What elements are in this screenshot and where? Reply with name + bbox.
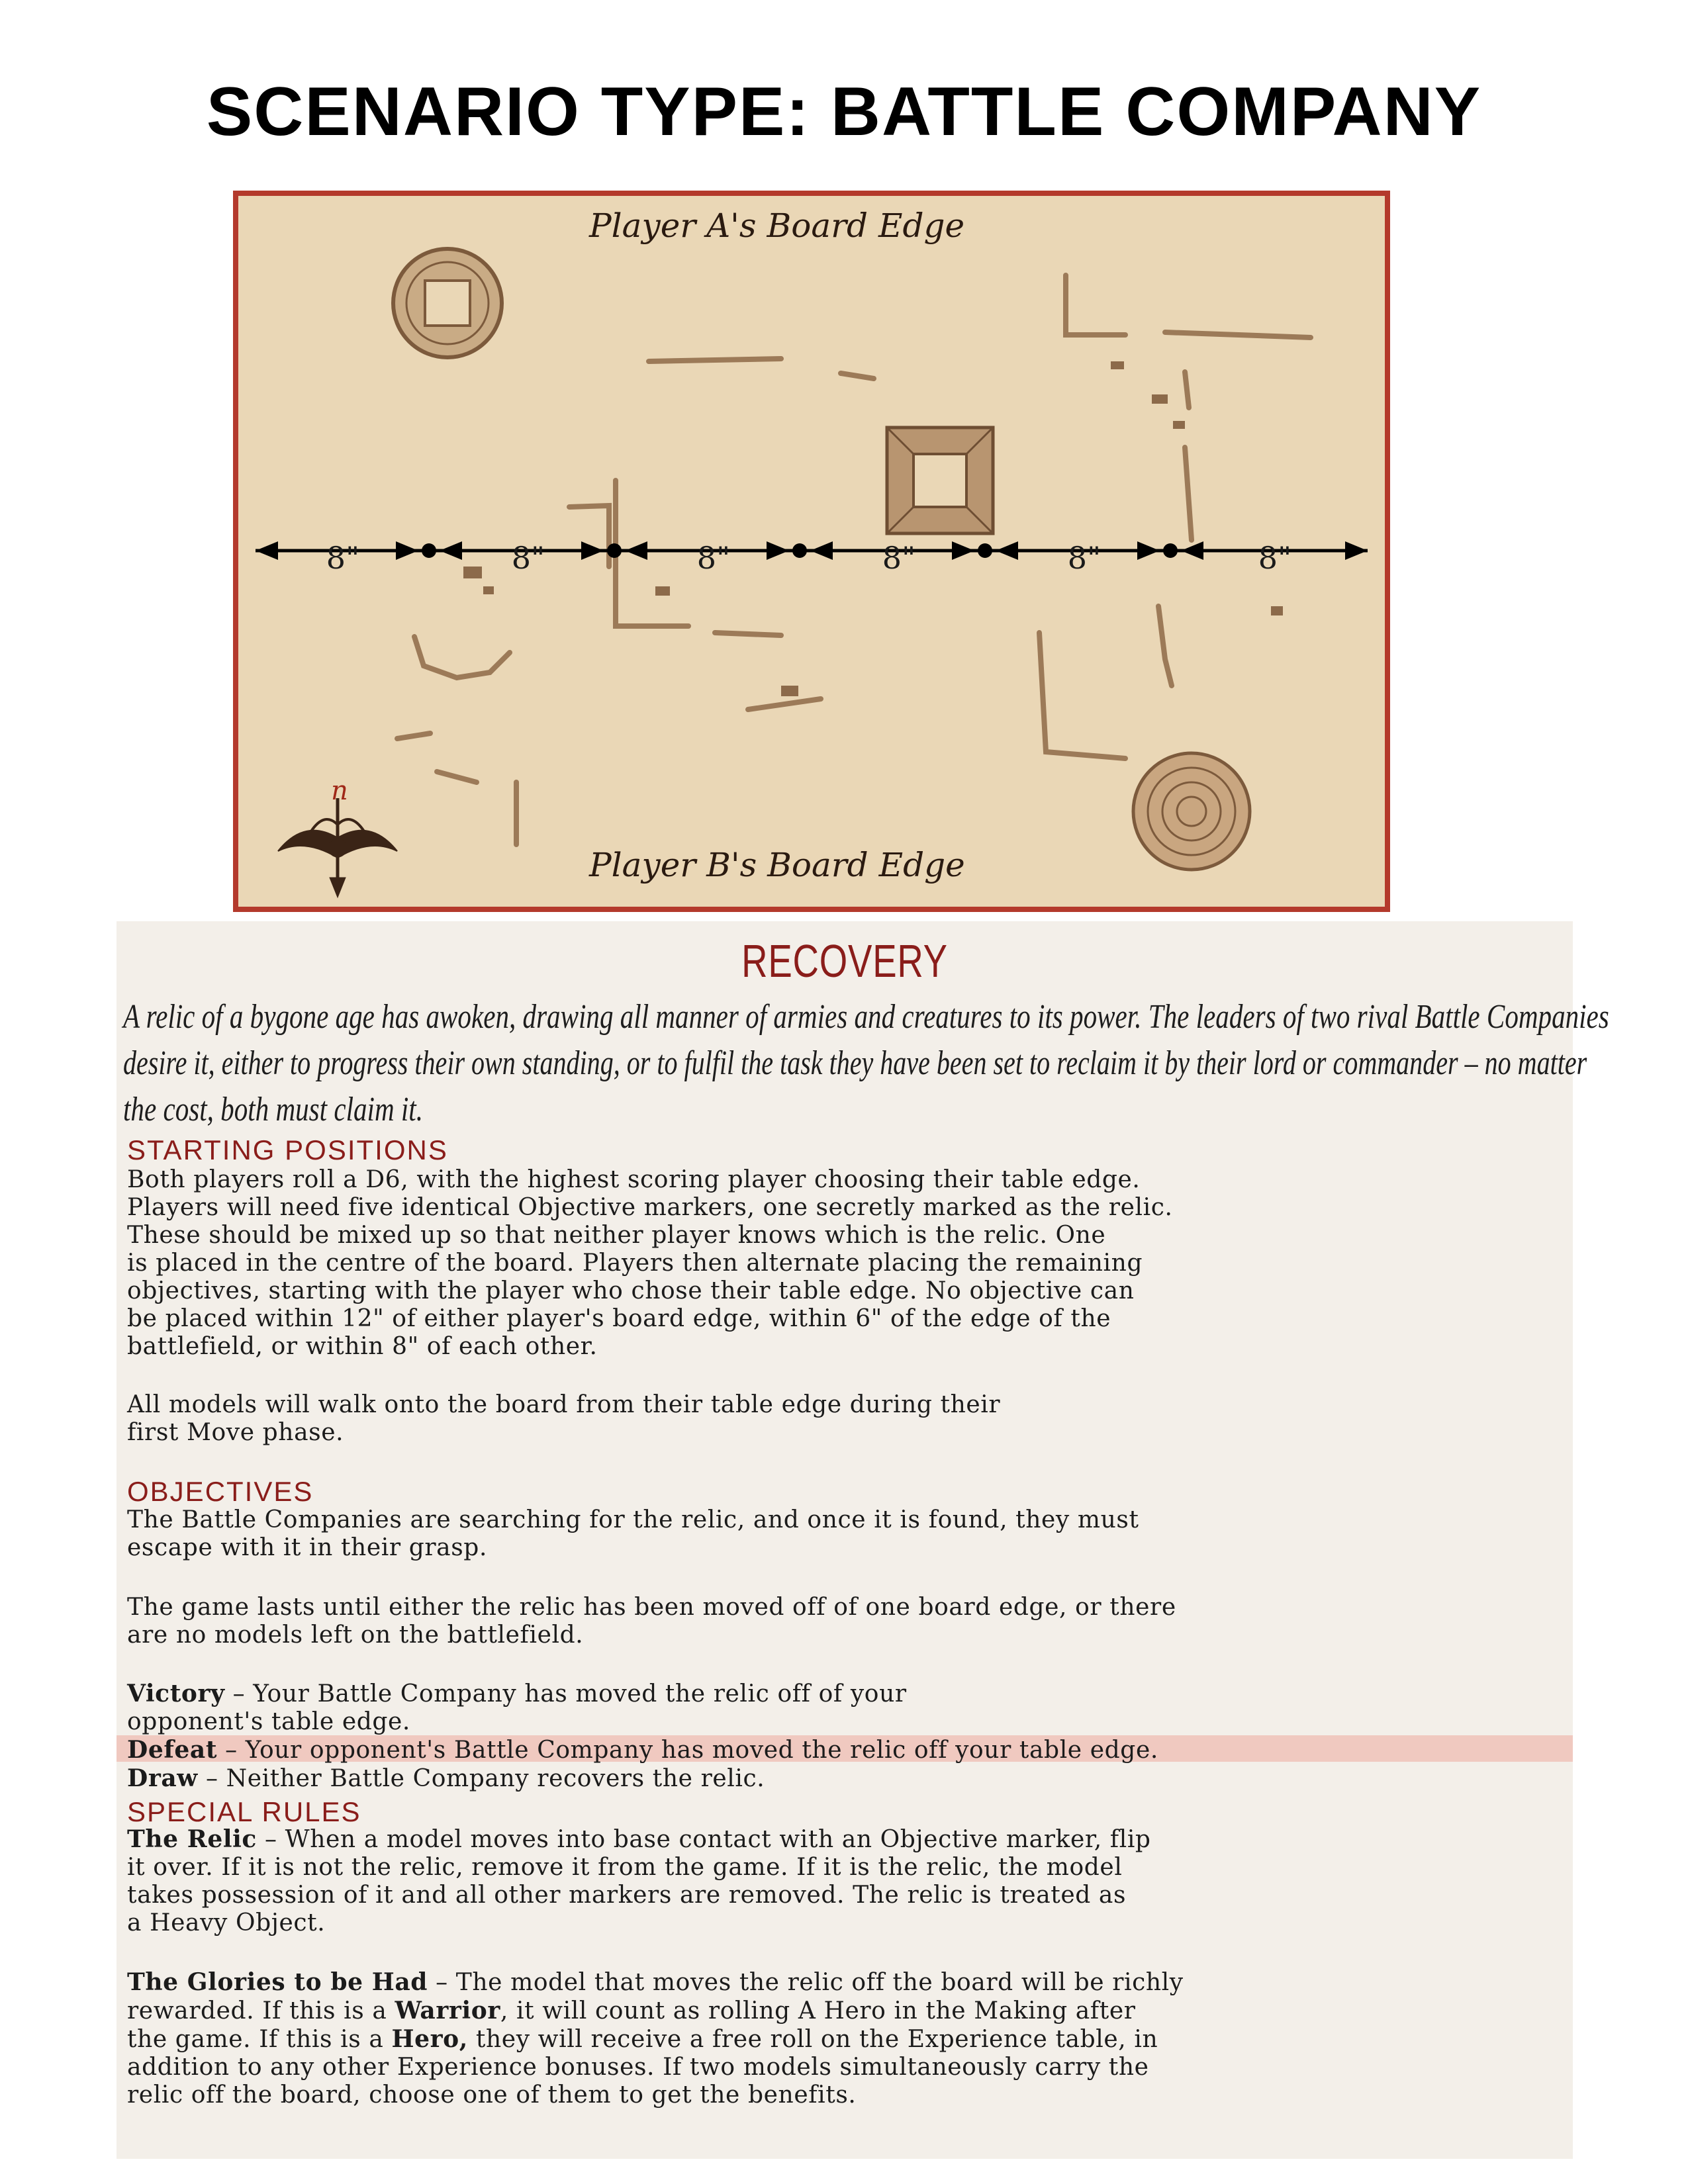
starting-positions-heading: STARTING POSITIONS [127, 1134, 448, 1165]
draw-line [127, 1764, 1557, 1793]
defeat-line [127, 1736, 1557, 1764]
scenario-title: RECOVERY [741, 935, 948, 987]
special-rules-heading: SPECIAL RULES [127, 1796, 361, 1827]
glories-text: – The model that moves the relic off the board will be richly [428, 1969, 1184, 1996]
map-terrain [238, 196, 1385, 907]
text-line: be placed within 12" of either player's board edge, within 6" of the edge of the [127, 1305, 1111, 1332]
text-line: relic off the board, choose one of them to get the benefits. [127, 2081, 857, 2109]
compass-rose-icon [278, 798, 397, 897]
scenario-map [233, 191, 1390, 912]
distance-label: 8" [1258, 540, 1292, 576]
text-line: objectives, starting with the player who chose their table edge. No objective can [127, 1277, 1135, 1304]
objectives-paragraph [127, 1506, 1557, 1562]
text-line: The game lasts until either the relic has been moved off of one board edge, or there [127, 1594, 1176, 1621]
intro-line: A relic of a bygone age has awoken, drawing all manner of armies and creatures to its power. The leaders of two rival Battle Companies [123, 998, 1609, 1036]
relic-term: The Relic [127, 1825, 257, 1853]
victory-line [127, 1680, 1557, 1708]
relic-rule-line [127, 1825, 1557, 1854]
rubble-marks [463, 361, 1283, 696]
text-line: escape with it in their grasp. [127, 1534, 487, 1561]
objectives-heading: OBJECTIVES [127, 1476, 314, 1507]
text-fragment: , it will count as rolling A Hero in the Making after [500, 1997, 1136, 2025]
victory-term: Victory [127, 1680, 225, 1707]
text-line: is placed in the centre of the board. Players then alternate placing the remaining [127, 1250, 1143, 1277]
text-line: are no models left on the battlefield. [127, 1621, 584, 1649]
player-b-edge-label: Player B's Board Edge [589, 846, 965, 884]
text-line: battlefield, or within 8" of each other. [127, 1333, 598, 1360]
stone-circle-icon [1133, 753, 1250, 870]
draw-term: Draw [127, 1764, 198, 1792]
warrior-term: Warrior [395, 1997, 500, 2025]
victory-conditions [127, 1680, 1557, 1793]
glories-term: The Glories to be Had [127, 1968, 428, 1996]
page-title: SCENARIO TYPE: BATTLE COMPANY [206, 73, 1482, 150]
scenario-intro [123, 994, 1609, 1133]
glories-rule [127, 1968, 1557, 2109]
text-line: takes possession of it and all other markers are removed. The relic is treated as [127, 1882, 1127, 1909]
victory-line-2: opponent's table edge. [127, 1708, 410, 1735]
distance-label: 8" [326, 540, 360, 576]
text-line: addition to any other Experience bonuses. If two models simultaneously carry the [127, 2054, 1149, 2081]
text-fragment: the game. If this is a [127, 2026, 392, 2053]
distance-label: 8" [1067, 540, 1102, 576]
victory-text: – Your Battle Company has moved the relic off of your [224, 1680, 907, 1707]
central-ruin-icon [887, 428, 993, 533]
text-line: Players will need five identical Objective markers, one secretly marked as the relic. [127, 1194, 1173, 1221]
intro-line: desire it, either to progress their own standing, or to fulfil the task they have been set to reclaim it by their lord or commander – no matter [123, 1044, 1587, 1082]
relic-text: – When a model moves into base contact with an Objective marker, flip [256, 1826, 1151, 1853]
intro-line: the cost, both must claim it. [123, 1091, 423, 1128]
tower-ruin-icon [393, 249, 502, 357]
distance-arrowheads [256, 541, 1368, 560]
text-line: first Move phase. [127, 1419, 344, 1446]
glories-line-2 [127, 1997, 1557, 2025]
distance-label: 8" [696, 540, 731, 576]
text-line: These should be mixed up so that neither player knows which is the relic. One [127, 1222, 1106, 1249]
text-line: All models will walk onto the board from their table edge during their [127, 1391, 1001, 1418]
distance-label: 8" [882, 540, 916, 576]
starting-positions-paragraph-2 [127, 1391, 1557, 1447]
text-line: a Heavy Object. [127, 1909, 326, 1936]
text-fragment: they will receive a free roll on the Experience table, in [467, 2026, 1158, 2053]
compass-letter: n [331, 776, 348, 806]
player-a-edge-label: Player A's Board Edge [589, 206, 965, 245]
glories-rule-line [127, 1968, 1557, 1997]
objectives-paragraph-2 [127, 1594, 1557, 1649]
distance-label: 8" [511, 540, 545, 576]
defeat-term: Defeat [127, 1736, 218, 1764]
text-line: The Battle Companies are searching for the relic, and once it is found, they must [127, 1506, 1139, 1533]
text-line: it over. If it is not the relic, remove it from the game. If it is the relic, the model [127, 1854, 1123, 1881]
scenario-text-panel [117, 921, 1609, 2159]
defeat-text: – Your opponent's Battle Company has moved the relic off your table edge. [217, 1737, 1158, 1764]
text-fragment: rewarded. If this is a [127, 1997, 395, 2025]
relic-rule [127, 1825, 1557, 1937]
text-line: Both players roll a D6, with the highest scoring player choosing their table edge. [127, 1166, 1141, 1193]
starting-positions-paragraph [127, 1166, 1557, 1361]
glories-line-3 [127, 2025, 1557, 2054]
hero-term: Hero, [391, 2025, 468, 2053]
draw-text: – Neither Battle Company recovers the relic. [197, 1765, 765, 1792]
